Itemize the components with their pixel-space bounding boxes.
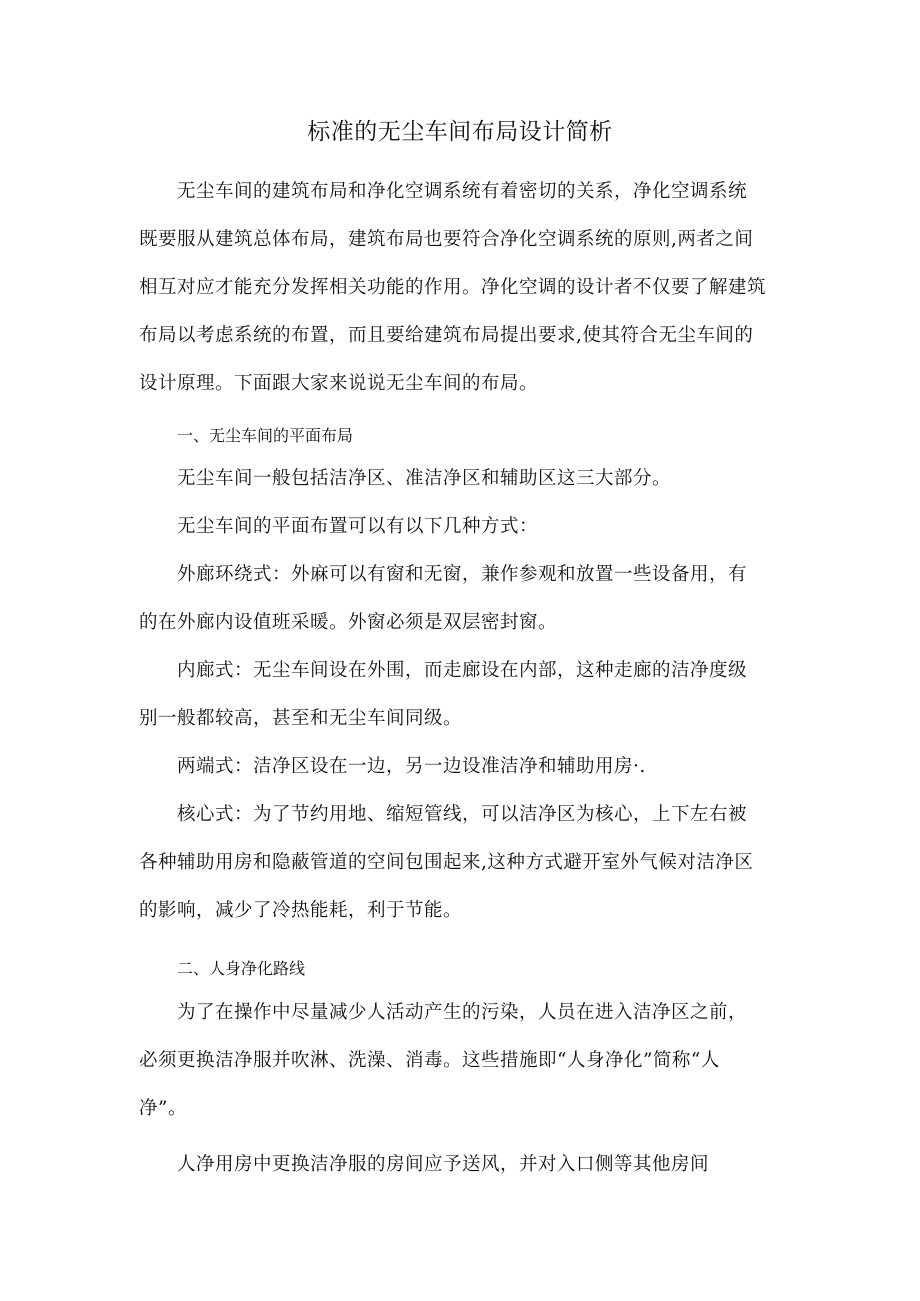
document-title: 标准的无尘车间布局设计简析 [307, 119, 613, 145]
section-1-paragraph-core: 核心式：为了节约用地、缩短管线，可以洁净区为核心，上下左右被 各种辅助用房和隐蔽管道的空间包围起来,这种方式避开室外气候对洁净区 的影响，减少了冷热能耗，利于节能。 [139, 804, 754, 921]
section-1-paragraph-2: 无尘车间的平面布置可以有以下几种方式： [177, 516, 539, 537]
section-1-paragraph-outer-corridor: 外廊环绕式：外麻可以有窗和无窗，兼作参观和放置一些设备用，有 的在外廊内设值班采暖。外窗必须是双层密封窗。 [139, 564, 748, 633]
section-1-paragraph-1: 无尘车间一般包括洁净区、准洁净区和辅助区这三大部分。 [177, 468, 672, 489]
intro-line-3: 相互对应才能充分发挥相关功能的作用。净化空调的设计者不仅要了解建筑 [139, 277, 767, 298]
intro-paragraph [139, 168, 789, 408]
intro-line-1: 无尘车间的建筑布局和净化空调系统有着密切的关系，净化空调系统 [177, 181, 748, 202]
section-1-heading: 一、无尘车间的平面布局 [177, 426, 354, 445]
intro-line-4: 布局以考虑系统的布置，而且要给建筑布局提出要求,使其符合无尘车间的 [139, 325, 754, 346]
section-2-heading: 二、人身净化路线 [177, 959, 306, 978]
section-1-paragraph-inner-corridor: 内廊式：无尘车间设在外围，而走廊设在内部，这种走廊的洁净度级 别一般都较高，甚至和无尘车间同级。 [139, 660, 748, 729]
section-1-paragraph-two-end: 两端式：洁净区设在一边，另一边设准洁净和辅助用房·. [177, 756, 646, 777]
section-2-paragraph-2: 人净用房中更换洁净服的房间应予送风，并对入口侧等其他房间 [177, 1154, 710, 1175]
intro-line-2: 既要服从建筑总体布局，建筑布局也要符合净化空调系统的原则,两者之间 [139, 229, 754, 250]
section-2-paragraph-1: 为了在操作中尽量减少人活动产生的污染，人员在进入洁净区之前， 必须更换洁净服并吹淋、洗澡、消毒。这些措施即“人身净化”简称“人 净”。 [139, 1002, 748, 1119]
intro-line-5: 设计原理。下面跟大家来说说无尘车间的布局。 [139, 373, 539, 394]
